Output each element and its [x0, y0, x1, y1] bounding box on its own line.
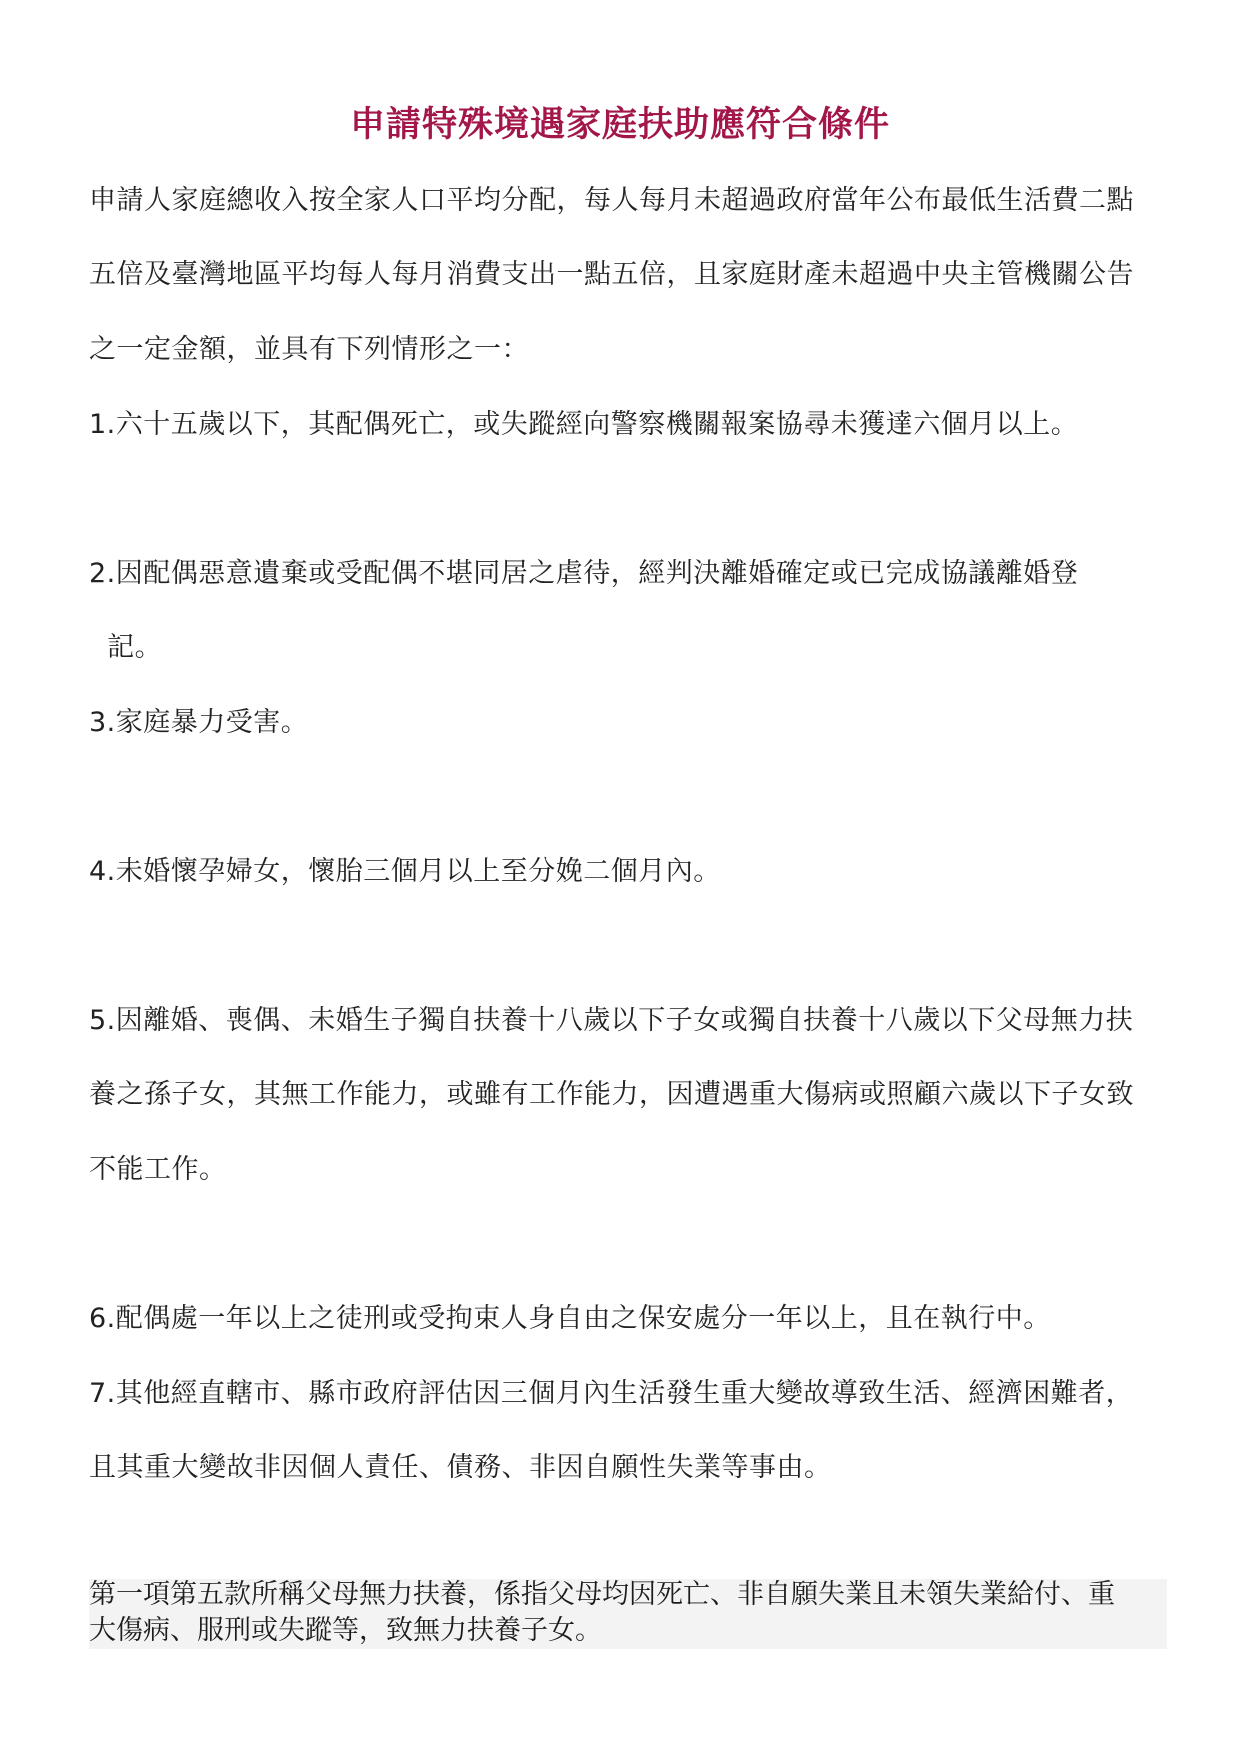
- list-item-5-continued: 養之孫子女，其無工作能力，或雖有工作能力，因遭遇重大傷病或照顧六歲以下子女致: [89, 1079, 1134, 1110]
- footnote-line: 大傷病、服刑或失蹤等，致無力扶養子女。: [89, 1615, 602, 1646]
- footnote: [89, 1577, 1169, 1649]
- list-item-3: 3.家庭暴力受害。: [89, 707, 309, 738]
- list-item-1: 1.六十五歲以下，其配偶死亡，或失蹤經向警察機關報案協尋未獲達六個月以上。: [89, 409, 1079, 440]
- list-item-7: 7.其他經直轄市、縣市政府評估因三個月內生活發生重大變故導致生活、經濟困難者，: [89, 1378, 1134, 1409]
- list-item-2: 2.因配偶惡意遺棄或受配偶不堪同居之虐待，經判決離婚確定或已完成協議離婚登: [89, 558, 1079, 589]
- list-item-6: 6.配偶處一年以上之徒刑或受拘束人身自由之保安處分一年以上，且在執行中。: [89, 1303, 1051, 1334]
- list-item-7-continued: 且其重大變故非因個人責任、債務、非因自願性失業等事由。: [89, 1452, 832, 1483]
- list-item-2-continued: 記。: [89, 632, 163, 663]
- list-item-5: 5.因離婚、喪偶、未婚生子獨自扶養十八歲以下子女或獨自扶養十八歲以下父母無力扶: [89, 1005, 1134, 1036]
- list-item-5-continued: 不能工作。: [89, 1154, 227, 1185]
- footnote-line: 第一項第五款所稱父母無力扶養，係指父母均因死亡、非自願失業且未領失業給付、重: [89, 1579, 1115, 1610]
- intro-line: 申請人家庭總收入按全家人口平均分配，每人每月未超過政府當年公布最低生活費二點: [89, 185, 1134, 216]
- intro-line: 之一定金額，並具有下列情形之一：: [89, 334, 529, 365]
- intro-line: 五倍及臺灣地區平均每人每月消費支出一點五倍，且家庭財產未超過中央主管機關公告: [89, 259, 1134, 290]
- document-title: 申請特殊境遇家庭扶助應符合條件: [349, 105, 890, 145]
- list-item-4: 4.未婚懷孕婦女，懷胎三個月以上至分娩二個月內。: [89, 856, 721, 887]
